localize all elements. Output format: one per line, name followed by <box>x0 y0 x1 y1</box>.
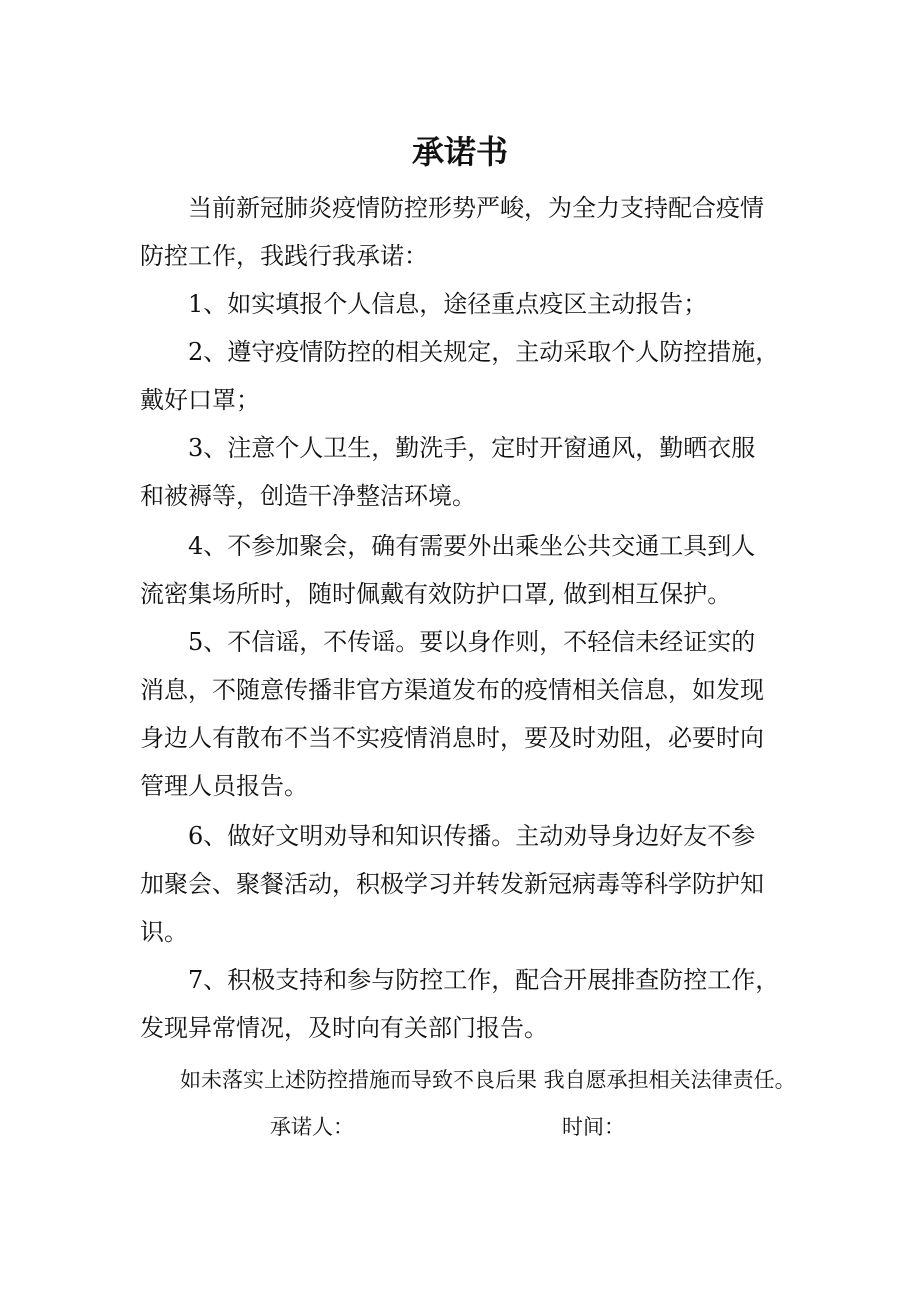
closing-statement: 如未落实上述防控措施而导致不良后果 我自愿承担相关法律责任。 <box>180 1068 796 1092</box>
signature-person-label: 承诺人： <box>270 1115 354 1139</box>
item-1-line-1: 1、如实填报个人信息，途径重点疫区主动报告； <box>188 290 708 318</box>
item-3-line-2: 和被褥等，创造干净整洁环境。 <box>140 482 476 510</box>
item-2-line-2: 戴好口罩； <box>140 386 260 414</box>
item-4-line-1: 4、不参加聚会，确有需要外出乘坐公共交通工具到人 <box>188 532 756 560</box>
item-5-line-1: 5、不信谣，不传谣。要以身作则，不轻信未经证实的 <box>188 628 756 656</box>
item-7-line-1: 7、积极支持和参与防控工作，配合开展排查防控工作， <box>188 966 780 994</box>
item-6-line-2: 加聚会、聚餐活动，积极学习并转发新冠病毒等科学防护知 <box>140 870 764 898</box>
intro-line-1: 当前新冠肺炎疫情防控形势严峻，为全力支持配合疫情 <box>188 194 764 222</box>
item-4-line-2: 流密集场所时，随时佩戴有效防护口罩, 做到相互保护。 <box>140 580 732 608</box>
item-6-line-3: 识。 <box>140 918 188 946</box>
item-5-line-2: 消息，不随意传播非官方渠道发布的疫情相关信息，如发现 <box>140 676 764 704</box>
item-7-line-2: 发现异常情况，及时向有关部门报告。 <box>140 1014 548 1042</box>
item-5-line-3: 身边人有散布不当不实疫情消息时，要及时劝阻，必要时向 <box>140 724 764 752</box>
item-3-line-1: 3、注意个人卫生，勤洗手，定时开窗通风，勤晒衣服 <box>188 434 756 462</box>
signature-time-label: 时间： <box>562 1115 625 1139</box>
item-5-line-4: 管理人员报告。 <box>140 772 308 800</box>
item-6-line-1: 6、做好文明劝导和知识传播。主动劝导身边好友不参 <box>188 822 756 850</box>
item-2-line-1: 2、遵守疫情防控的相关规定，主动采取个人防控措施， <box>188 338 780 366</box>
page-title: 承诺书 <box>411 133 508 171</box>
intro-line-2: 防控工作，我践行我承诺： <box>140 242 428 270</box>
